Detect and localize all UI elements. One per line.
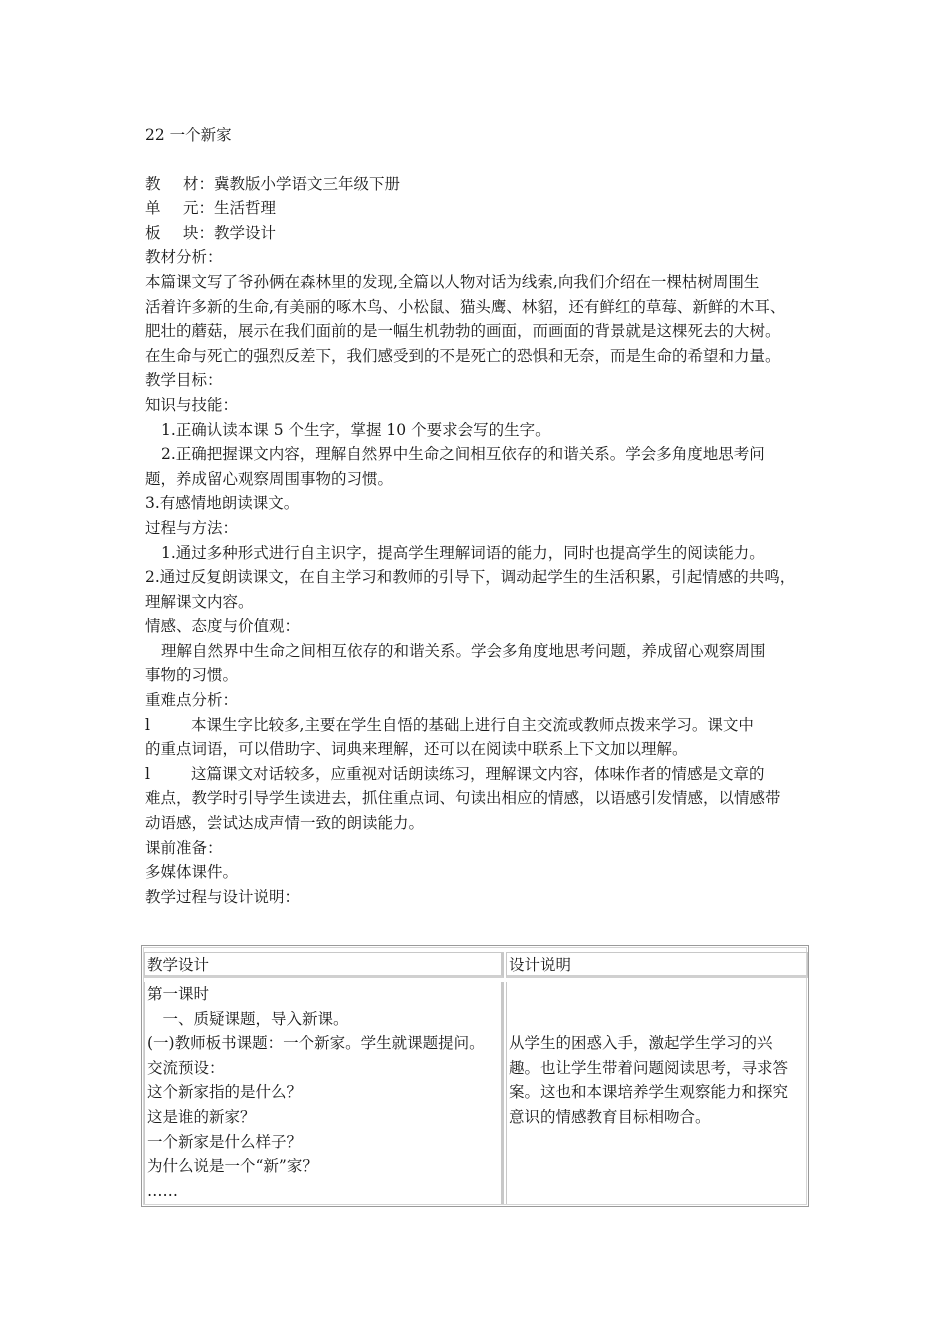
document-body: [145, 123, 815, 909]
knowledge-item: 1.正确认读本课 5 个生字，掌握 10 个要求会写的生字。: [161, 420, 551, 439]
process-item: 1.通过多种形式进行自主识字，提高学生理解词语的能力，同时也提高学生的阅读能力。: [161, 543, 765, 562]
notes-line: 从学生的困惑入手，激起学生学习的兴: [509, 1034, 773, 1052]
design-line: ……: [147, 1181, 178, 1200]
notes-line: 案。这也和本课培养学生观察能力和探究: [509, 1083, 789, 1102]
flow-heading: 教学过程与设计说明：: [145, 887, 301, 906]
notes-line: 趣。也让学生带着问题阅读思考，寻求答: [509, 1058, 789, 1077]
design-line: 为什么说是一个“新”家？: [147, 1157, 318, 1176]
meta-row-textbook: 教 材：冀教版小学语文三年级下册: [145, 174, 401, 193]
notes-spacer: [509, 982, 806, 1031]
key-point-cont: 动语感，尝试达成声情一致的朗读能力。: [145, 814, 425, 833]
meta-row-unit: 单 元：生活哲理: [145, 199, 277, 218]
analysis-line: 活着许多新的生命,有美丽的啄木鸟、小松鼠、猫头鹰、林貂，还有鲜红的草莓、新鲜的木耳、: [145, 297, 786, 316]
design-line: 交流预设：: [147, 1058, 225, 1077]
design-line: 一个新家是什么样子？: [147, 1132, 303, 1151]
key-point: l 本课生字比较多,主要在学生自悟的基础上进行自主交流或教师点拨来学习。课文中: [145, 713, 815, 738]
meta-block: [145, 172, 815, 246]
analysis-line: 本篇课文写了爷孙俩在森林里的发现,全篇以人物对话为线索,向我们介绍在一棵枯树周围生: [145, 272, 760, 291]
design-line: 第一课时: [147, 985, 210, 1003]
table-cell-notes: [506, 982, 808, 1204]
key-heading: 重难点分析：: [145, 691, 239, 710]
table-inner: [143, 947, 807, 1205]
goals-heading: 教学目标：: [145, 371, 223, 390]
emotion-text-cont: 事物的习惯。: [145, 666, 239, 685]
knowledge-item: 2.正确把握课文内容，理解自然界中生命之间相互依存的和谐关系。学会多角度地思考问: [161, 445, 765, 464]
key-point-cont: 难点，教学时引导学生读进去，抓住重点词、句读出相应的情感，以语感引发情感，以情感带: [145, 789, 781, 808]
analysis-line: 在生命与死亡的强烈反差下，我们感受到的不是死亡的恐惧和无奈，而是生命的希望和力量。: [145, 346, 781, 365]
key-point: l 这篇课文对话较多，应重视对话朗读练习，理解课文内容，体味作者的情感是文章的: [145, 762, 815, 787]
notes-line: 意识的情感教育目标相吻合。: [509, 1107, 711, 1126]
key-point-cont: 的重点词语，可以借助字、词典来理解，还可以在阅读中联系上下文加以理解。: [145, 740, 688, 759]
table-header-notes: 设计说明: [506, 952, 808, 978]
meta-row-section: 板 块：教学设计: [145, 223, 277, 242]
design-table: [141, 945, 809, 1207]
bullet-marker: l: [145, 715, 150, 734]
table-cell-design: [144, 982, 504, 1204]
design-line: (一)教师板书课题：一个新家。学生就课题提问。: [147, 1034, 485, 1053]
lesson-title: 22 一个新家: [145, 126, 232, 144]
knowledge-heading: 知识与技能：: [145, 395, 239, 414]
prep-heading: 课前准备：: [145, 838, 223, 857]
analysis-line: 肥壮的蘑菇，展示在我们面前的是一幅生机勃勃的画面，而画面的背景就是这棵死去的大树。: [145, 322, 781, 341]
design-line: 这个新家指的是什么？: [147, 1083, 303, 1102]
emotion-heading: 情感、态度与价值观：: [145, 617, 301, 636]
analysis-heading: 教材分析：: [145, 248, 223, 267]
bullet-marker: l: [145, 764, 150, 783]
design-line: 一、质疑课题，导入新课。: [147, 1009, 349, 1028]
process-heading: 过程与方法：: [145, 518, 239, 537]
prep-text: 多媒体课件。: [145, 863, 239, 882]
emotion-text: 理解自然界中生命之间相互依存的和谐关系。学会多角度地思考问题，养成留心观察周围: [161, 641, 766, 660]
knowledge-item: 3.有感情地朗读课文。: [145, 494, 300, 513]
table-header-design: 教学设计: [144, 952, 504, 978]
knowledge-item-cont: 题，养成留心观察周围事物的习惯。: [145, 469, 394, 488]
design-line: 这是谁的新家？: [147, 1107, 256, 1126]
process-item: 2.通过反复朗读课文，在自主学习和教师的引导下，调动起学生的生活积累，引起情感的共鸣，: [145, 568, 796, 587]
process-item-cont: 理解课文内容。: [145, 592, 254, 611]
